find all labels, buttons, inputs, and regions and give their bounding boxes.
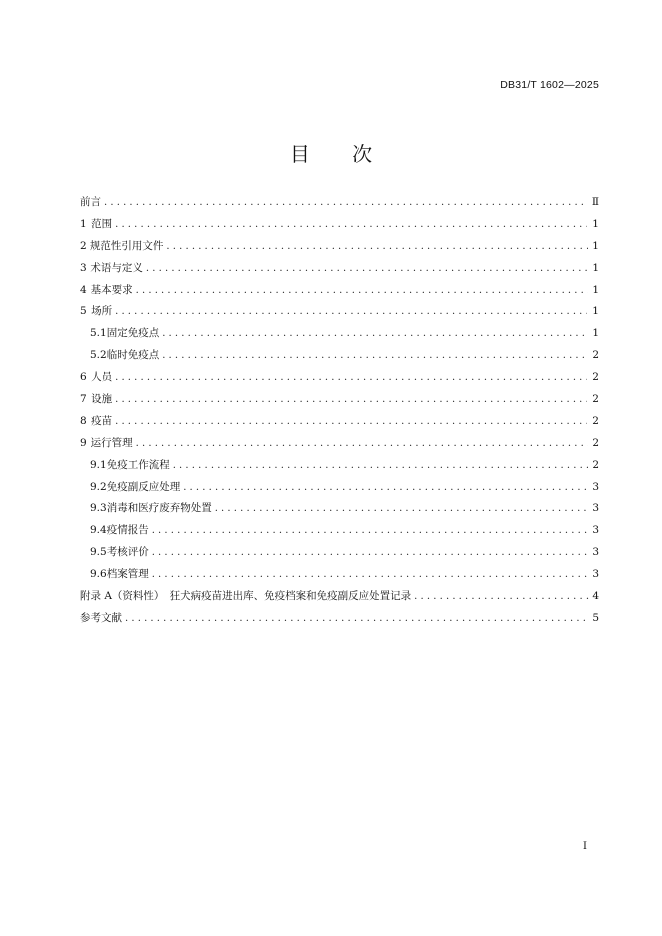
toc-entry[interactable] <box>80 498 599 520</box>
toc-entry-label: 免疫工作流程 <box>106 458 170 471</box>
toc-entry-page: 2 <box>592 414 599 427</box>
toc-entry-label: 临时免疫点 <box>106 349 160 362</box>
toc-entry-number: 8 <box>80 414 87 427</box>
toc-entry-page: 1 <box>592 239 599 252</box>
toc-entry-page: 1 <box>592 305 599 318</box>
toc-entry-page: 2 <box>592 393 599 406</box>
toc-entry[interactable] <box>80 564 599 586</box>
toc-dot-leader <box>115 411 587 433</box>
toc-entry-page: 2 <box>592 436 599 449</box>
toc-dot-leader <box>152 520 588 542</box>
toc-entry[interactable] <box>80 367 599 389</box>
toc-entry-page: 1 <box>592 217 599 230</box>
toc-dot-leader <box>136 280 588 302</box>
toc-dot-leader <box>152 564 588 586</box>
toc-entry[interactable] <box>80 192 599 214</box>
toc-dot-leader <box>125 608 588 630</box>
toc-entry[interactable] <box>80 411 599 433</box>
toc-entry-number: 1 <box>80 217 87 230</box>
toc-entry-label: 范围 <box>91 217 113 230</box>
toc-entry-label: 前言 <box>80 196 101 208</box>
toc-entry[interactable] <box>80 280 599 302</box>
toc-entry-number: 9.5 <box>90 546 107 559</box>
toc-entry[interactable] <box>80 389 599 411</box>
toc-dot-leader <box>115 214 587 236</box>
toc-entry-label: 疫苗 <box>91 414 113 427</box>
toc-entry-page: Ⅱ <box>591 196 599 208</box>
toc-entry-page: 1 <box>592 327 599 340</box>
toc-entry-number: 9.3 <box>90 502 107 515</box>
toc-entry-page: 5 <box>592 611 599 624</box>
toc-entry-label: 参考文献 <box>80 611 122 624</box>
toc-entry[interactable] <box>80 345 599 367</box>
toc-entry[interactable] <box>80 542 599 564</box>
toc-entry-label: 设施 <box>91 393 113 406</box>
toc-entry-number: 4 <box>80 283 87 296</box>
toc-dot-leader <box>136 433 588 455</box>
toc-entry-number: 5.2 <box>90 349 107 362</box>
page-title: 目 次 <box>289 142 391 166</box>
toc-dot-leader <box>414 586 589 608</box>
toc-entry[interactable] <box>80 214 599 236</box>
toc-entry[interactable] <box>80 433 599 455</box>
toc-entry-page: 2 <box>592 371 599 384</box>
toc-dot-leader <box>115 389 587 411</box>
toc-entry[interactable] <box>80 236 599 258</box>
toc-entry-number: 2 <box>80 239 87 252</box>
toc-entry-number: 6 <box>80 371 87 384</box>
toc-entry-page: 3 <box>592 502 599 515</box>
toc-entry[interactable] <box>80 455 599 477</box>
toc-dot-leader <box>115 301 587 323</box>
toc-entry-page: 3 <box>592 524 599 537</box>
toc-dot-leader <box>104 192 587 214</box>
toc-entry-label: 规范性引用文件 <box>89 239 164 252</box>
table-of-contents <box>80 192 599 630</box>
toc-entry-label: 附录 A（资料性） 狂犬病疫苗进出库、免疫档案和免疫副反应处置记录 <box>80 590 412 603</box>
toc-entry-label: 考核评价 <box>106 546 149 559</box>
toc-entry-label: 人员 <box>91 371 113 384</box>
toc-entry-label: 场所 <box>91 305 113 318</box>
toc-entry-number: 9.6 <box>90 568 107 581</box>
toc-entry[interactable] <box>80 520 599 542</box>
toc-entry[interactable] <box>80 477 599 499</box>
toc-entry[interactable] <box>80 586 599 608</box>
toc-entry-page: 1 <box>592 261 599 274</box>
document-code: DB31/T 1602—2025 <box>500 79 599 91</box>
toc-entry[interactable] <box>80 323 599 345</box>
toc-dot-leader <box>146 258 588 280</box>
toc-dot-leader <box>166 236 588 258</box>
toc-entry-number: 9.2 <box>90 480 107 493</box>
toc-dot-leader <box>183 477 588 499</box>
toc-dot-leader <box>162 345 588 367</box>
toc-entry-page: 4 <box>592 590 599 603</box>
toc-entry-number: 7 <box>80 393 87 406</box>
toc-entry-label: 档案管理 <box>106 568 149 581</box>
toc-dot-leader <box>152 542 588 564</box>
toc-dot-leader <box>162 323 588 345</box>
toc-entry-label: 术语与定义 <box>90 261 143 274</box>
toc-entry-page: 2 <box>592 458 599 471</box>
toc-entry-number: 9 <box>80 436 87 449</box>
toc-entry-label: 固定免疫点 <box>106 327 160 340</box>
toc-dot-leader <box>115 367 587 389</box>
toc-entry-page: 1 <box>592 283 599 296</box>
toc-entry-number: 9.1 <box>90 458 107 471</box>
page-number: I <box>583 841 587 852</box>
toc-entry-page: 2 <box>592 349 599 362</box>
toc-entry-number: 3 <box>80 261 87 274</box>
toc-entry-page: 3 <box>592 546 599 559</box>
toc-entry-label: 消毒和医疗废弃物处置 <box>106 502 212 515</box>
toc-entry[interactable] <box>80 608 599 630</box>
toc-entry-label: 基本要求 <box>90 283 133 296</box>
toc-entry-number: 5.1 <box>90 327 107 340</box>
toc-dot-leader <box>173 455 589 477</box>
toc-entry-label: 免疫副反应处理 <box>106 480 181 493</box>
toc-dot-leader <box>215 498 589 520</box>
toc-entry-page: 3 <box>592 568 599 581</box>
toc-entry[interactable] <box>80 301 599 323</box>
toc-entry-number: 5 <box>80 305 87 318</box>
toc-entry[interactable] <box>80 258 599 280</box>
toc-entry-number: 9.4 <box>90 524 107 537</box>
toc-entry-label: 疫情报告 <box>106 524 149 537</box>
toc-entry-label: 运行管理 <box>90 436 133 449</box>
toc-entry-page: 3 <box>592 480 599 493</box>
